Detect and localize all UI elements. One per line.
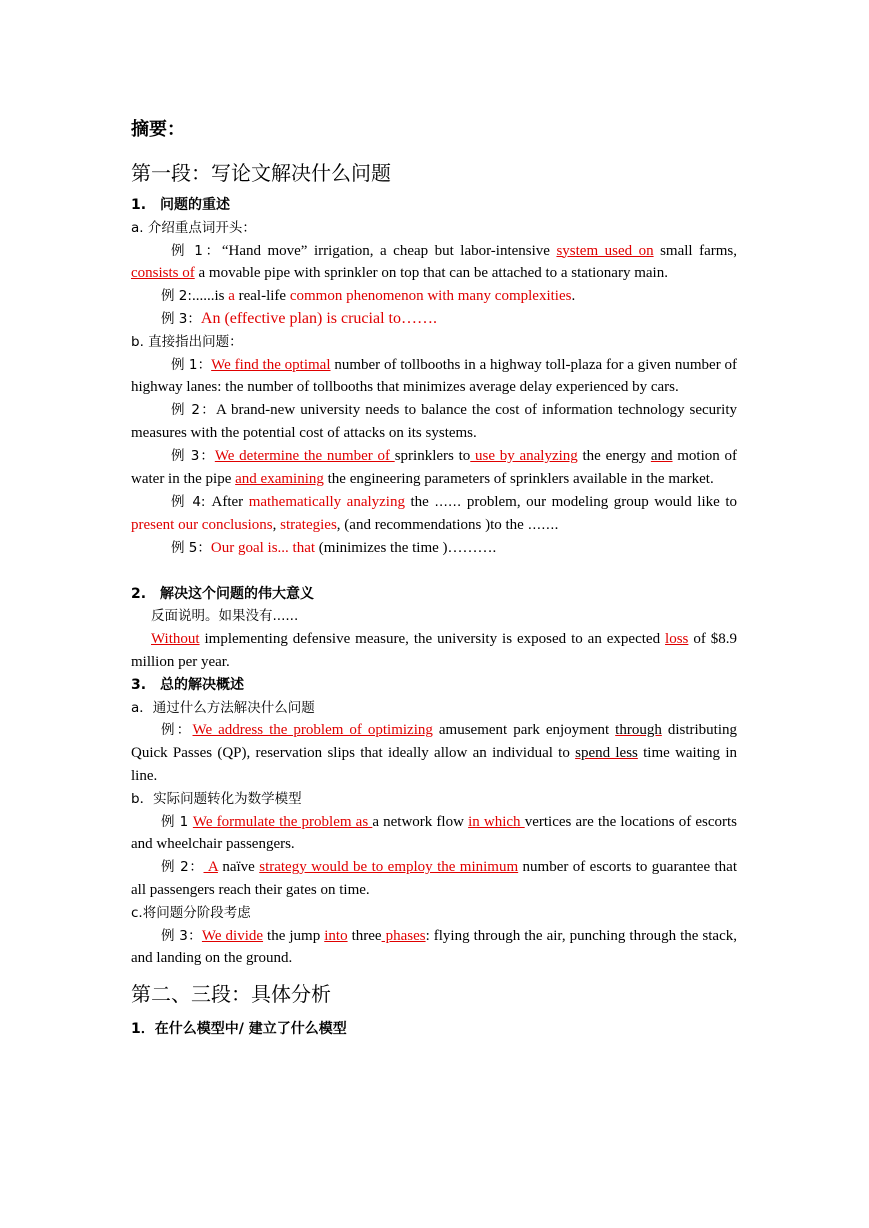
abstract-heading: 摘要： [131,119,185,140]
text-run: , (and recommendations )to the [336,517,528,534]
text-run: motion of water in the pipe [131,447,737,487]
example-label: 例 5： [171,539,211,556]
example-label: 例 2: [161,288,192,305]
text-run: time waiting in line. [131,745,737,784]
document-page [131,114,737,1041]
highlight-phrase: use by analyzing [470,447,578,464]
highlight-phrase: into [324,927,348,944]
example-label: 例 3： [161,927,202,944]
highlight-phrase: loss [665,631,689,648]
item-3c-example [131,925,737,971]
text-run: naïve [217,859,260,876]
text-run: three [347,927,382,944]
text-run: “Hand move” irrigation, a cheap but labor-intensive [221,242,557,259]
item-1-heading: 1. 问题的重述 [131,197,231,213]
item-3-heading: 3. 总的解决概述 [131,676,245,693]
text-run: the [404,494,435,511]
text-run: A brand-new university needs to balance the cost of information technology security measures with the potential cost of attacks on its systems. [131,402,737,441]
highlight-phrase: We find the optimal [211,356,331,373]
item-2-note: 反面说明。如果没有...... [151,608,299,625]
item-3b-example-1 [131,811,737,857]
section-2-heading: 第二、三段：具体分析 [131,982,331,1007]
example-label: 例 3： [171,447,215,464]
text-run: , [272,517,281,534]
example-label: 例 2： [161,859,204,876]
section-1-heading: 第一段：写论文解决什么问题 [131,161,391,185]
example-label: 例 1： [171,356,212,373]
highlight-phrase: common phenomenon with many complexities [289,288,572,305]
text-run: After [211,494,249,511]
highlight-phrase: a [228,288,235,305]
example-label: 例 3： [161,310,201,327]
highlight-phrase: consists of [131,265,195,282]
text-run: a network flow [372,813,469,830]
example-label: 例 4: [171,494,212,511]
highlight-phrase: An (effective plan) is crucial to……. [200,309,437,327]
text-run: vertices are the locations of escorts and wheelchair passengers. [131,813,738,853]
text-run: the engineering parameters of sprinklers available in the market. [323,470,714,487]
subitem-b-heading: b. 直接指出问题： [131,333,243,350]
text-run: the jump [263,927,325,944]
ellipsis: …… [434,494,462,511]
text-run: number of tollbooths in a highway toll-plaza for a given number of highway lanes: the number of tollbooths that minimizes average delay experienced by cars. [131,356,737,396]
text-run: small farms, [653,242,737,259]
ellipsis: …… [527,517,555,534]
example-label: 例： [161,722,193,739]
highlight-phrase: in which [468,813,525,830]
subitem-3c-heading: c.将问题分阶段考虑 [131,904,251,921]
text-run: . [571,288,576,305]
highlight-phrase: Our goal is... that [210,539,316,556]
example-label: 例 2： [171,402,216,419]
text-run: a movable pipe with sprinkler on top that can be attached to a stationary main. [194,265,668,282]
text-run: amusement park enjoyment [432,722,616,739]
example-label: 例 1： [171,242,222,259]
underlined-word: and [650,447,673,464]
text-run: sprinklers to [394,447,471,464]
example-1-paragraph [131,240,737,286]
subitem-a-heading: a. 介绍重点词开头： [131,219,256,236]
item-2-example [131,628,737,674]
example-label: 例 1 [161,813,193,830]
text-run: the energy [577,447,651,464]
highlight-phrase: phases [381,927,426,944]
section-2-item-1-heading: 1．在什么模型中/ 建立了什么模型 [131,1021,347,1038]
text-run: real-life [234,288,290,305]
example-3-paragraph [131,308,737,331]
highlight-phrase: strategy would be to employ the minimum [259,859,519,876]
subitem-3a-heading: a．通过什么方法解决什么问题 [131,699,315,716]
highlight-phrase: We divide [201,927,264,944]
highlight-phrase: We formulate the problem as [192,813,373,830]
example-b1-paragraph [131,354,737,400]
example-b3-paragraph [131,445,737,491]
highlight-phrase: We address the problem of optimizing [192,722,433,739]
subitem-3b-heading: b．实际问题转化为数学模型 [131,790,302,807]
item-2-heading: 2. 解决这个问题的伟大意义 [131,585,315,602]
text-run: of $8.9 million per year. [131,631,738,670]
underlined-word: through [615,722,662,739]
text-run: distributing Quick Passes (QP), reservation slips that ideally allow an individual to [131,722,738,762]
text-run: . [554,517,559,534]
highlight-phrase: Without [151,631,200,648]
highlight-phrase: A [203,859,218,876]
text-run: : flying through the air, punching through the stack, and landing on the ground. [131,927,737,967]
text-run: implementing defensive measure, the university is exposed to an expected [199,631,666,648]
example-b4-paragraph [131,491,737,537]
text-run: ......is [191,288,229,305]
highlight-phrase: present our conclusions [131,517,273,534]
text-run: (minimizes the time )………. [315,539,497,556]
highlight-phrase: We determine the number of [214,447,395,464]
item-3a-example [131,719,737,787]
underlined-word: spend less [575,745,638,762]
example-b2-paragraph [131,399,737,445]
item-3b-example-2 [131,856,737,902]
text-run: problem, our modeling group would like to [461,494,737,511]
highlight-phrase: system used on [556,242,654,259]
text-run: number of escorts to guarantee that all passengers reach their gates on time. [131,859,737,898]
highlight-phrase: and examining [235,470,324,487]
highlight-phrase: mathematically analyzing [248,494,405,511]
example-2-paragraph [131,285,737,308]
example-b5-paragraph [131,537,737,560]
highlight-phrase: strategies [280,517,337,534]
